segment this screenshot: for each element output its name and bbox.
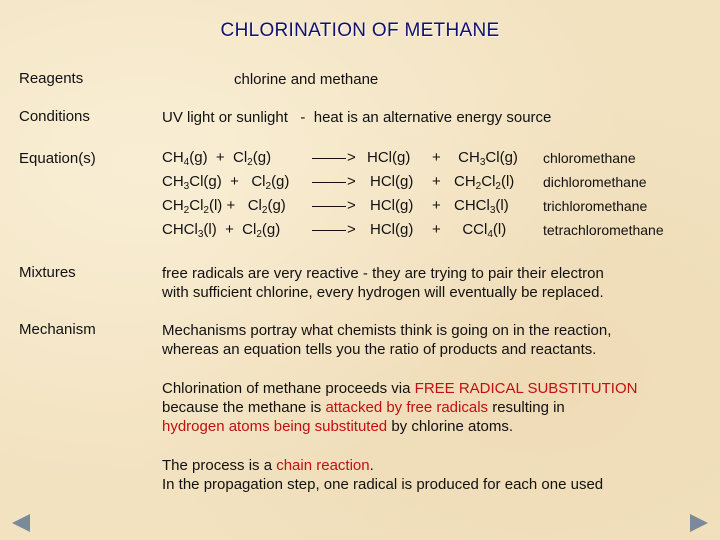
equation-plus-column [432, 146, 441, 242]
equation-1-reactants: $CH_4(g) + Cl_2(g)$ [162, 149, 272, 168]
mechanism-line: whereas an equation tells you the ratio of products and reactants. [162, 341, 597, 358]
plus-sign: + [432, 173, 441, 190]
reagents-text: chlorine and methane [234, 71, 379, 88]
product-name: chloromethane [543, 150, 636, 166]
product-name: tetrachloromethane [543, 222, 664, 238]
equation-1-product2: $CH_3Cl(g)$ [454, 149, 518, 168]
mechanism-text [162, 321, 611, 359]
chain-paragraph: The process is a chain reaction. In the propagation step, one radical is produced for each one used [162, 457, 604, 493]
reaction-arrow: > [312, 194, 356, 218]
previous-slide-icon[interactable] [12, 514, 30, 532]
equation-4-reactants: CHCl$_3$(l) + $Cl_2(g)$ [162, 221, 281, 240]
mixtures-line: free radicals are very reactive - they are trying to pair their electron [162, 265, 604, 282]
equation-arrow-column [312, 146, 356, 242]
equation-3-product2: CHCl$_3$(l) [454, 197, 509, 216]
equation-3-product1: HCl(g) [370, 197, 414, 214]
reaction-arrow: > [312, 170, 356, 194]
highlight-free-radical-substitution: FREE RADICAL SUBSTITUTION [414, 380, 638, 397]
equation-2-reactants: $CH_3Cl(g) + Cl_2(g)$ [162, 173, 290, 192]
equation-2-product2: $CH_2Cl_2(l)$ [454, 173, 515, 192]
plus-sign: + [432, 197, 441, 214]
equation-2-product1: HCl(g) [370, 173, 414, 190]
equation-reactants-column [162, 146, 289, 242]
conditions-text: UV light or sunlight - heat is an alternative energy source [162, 109, 552, 126]
plus-sign: + [432, 149, 441, 166]
chain-line: In the propagation step, one radical is produced for each one used [162, 476, 604, 493]
highlight-attacked-by-free-radicals: attacked by free radicals [325, 399, 489, 416]
equation-4-product2: CCl$_4$(l) [454, 221, 507, 240]
product-name: trichloromethane [543, 198, 648, 214]
reaction-arrow: > [312, 218, 356, 242]
equation-product2-column [454, 146, 518, 242]
mixtures-label: Mixtures [19, 264, 76, 281]
equation-4-product1: HCl(g) [370, 221, 414, 238]
product-name: dichloromethane [543, 174, 647, 190]
equations-label: Equation(s) [19, 150, 96, 167]
reaction-arrow: > [312, 146, 356, 170]
plus-sign: + [432, 221, 441, 238]
mixtures-text [162, 264, 604, 302]
page-title: CHLORINATION OF METHANE [220, 20, 500, 41]
reagents-label: Reagents [19, 70, 84, 87]
highlight-hydrogen-substituted: hydrogen atoms being substituted [162, 418, 388, 435]
conditions-label: Conditions [19, 108, 90, 125]
highlight-chain-reaction: chain reaction [276, 457, 370, 474]
mechanism-line: Mechanisms portray what chemists think is going on in the reaction, [162, 322, 612, 339]
mixtures-line: with sufficient chlorine, every hydrogen will eventually be replaced. [162, 284, 604, 301]
equation-3-reactants: $CH_2Cl_2(l) + Cl_2(g)$ [162, 197, 286, 216]
equation-1-product1: HCl(g) [367, 149, 411, 166]
equation-product1-column [367, 146, 413, 242]
substitution-paragraph: Chlorination of methane proceeds via FREE RADICAL SUBSTITUTION because the methane is attacked by free radicals resulting in hydrogen atoms being substituted by chlorine atoms. [162, 380, 638, 435]
mechanism-label: Mechanism [19, 321, 96, 338]
next-slide-icon[interactable] [690, 514, 708, 532]
equation-names-column [543, 146, 664, 242]
